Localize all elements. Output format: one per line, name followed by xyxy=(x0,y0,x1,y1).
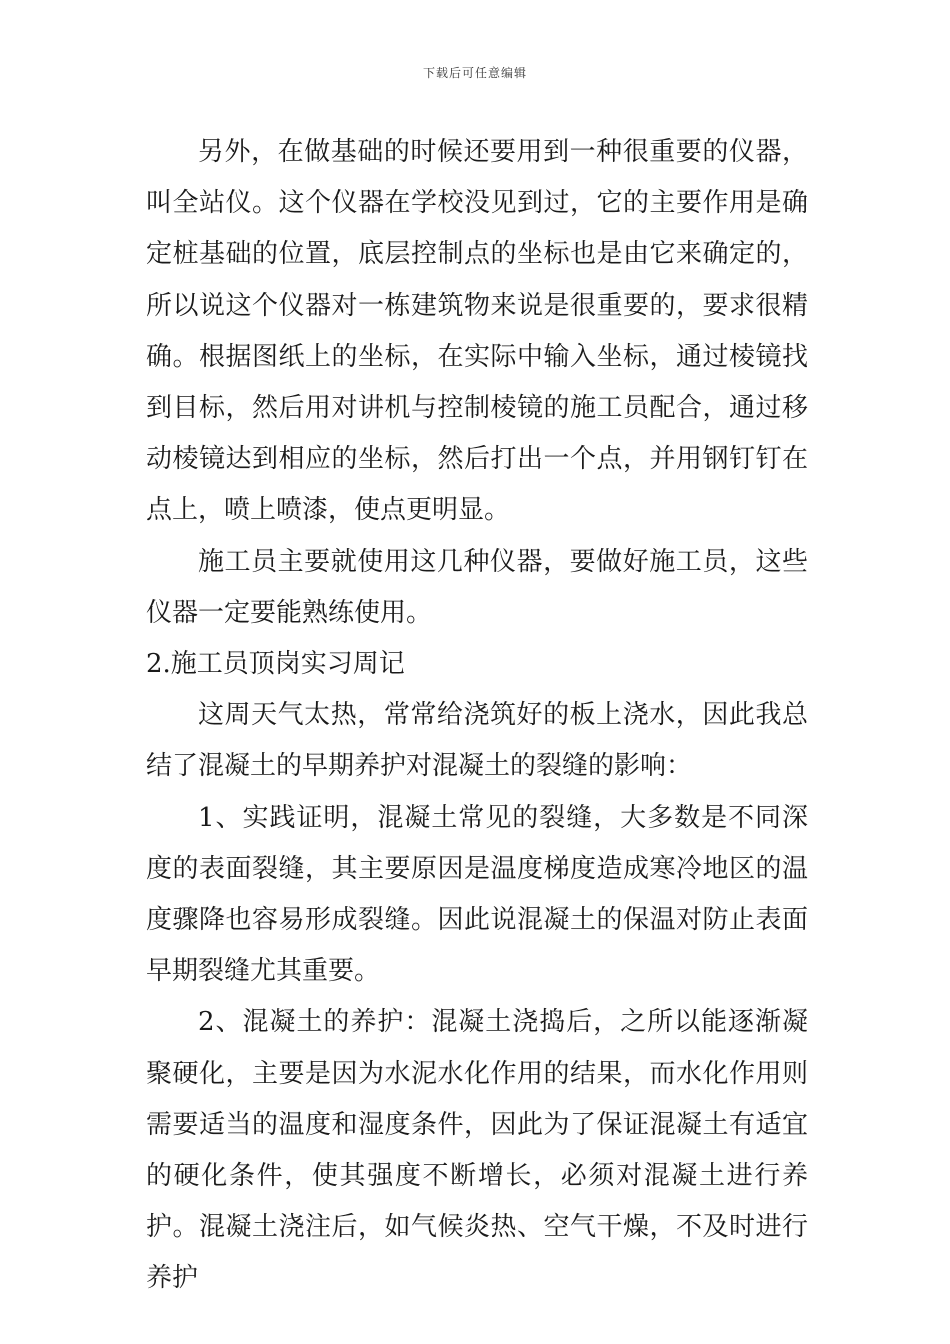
section-heading: 2.施工员顶岗实习周记 xyxy=(146,649,405,680)
paragraph-point-1: 1、实践证明，混凝土常见的裂缝，大多数是不同深度的表面裂缝，其主要原因是温度梯度造成寒冷地区的温度骤降也容易形成裂缝。因此说混凝土的保温对防止表面早期裂缝尤其重要。 xyxy=(146,802,808,987)
paragraph-weekly-intro: 这周天气太热，常常给浇筑好的板上浇水，因此我总结了混凝土的早期养护对混凝土的裂缝的影响： xyxy=(146,700,808,782)
header-note: 下载后可任意编辑 xyxy=(422,66,527,80)
document-body xyxy=(146,127,808,1305)
paragraph-instruments-summary: 施工员主要就使用这几种仪器，要做好施工员，这些仪器一定要能熟练使用。 xyxy=(146,546,808,628)
paragraph-point-2: 2、混凝土的养护：混凝土浇捣后，之所以能逐渐凝聚硬化，主要是因为水泥水化作用的结果，而水化作用则需要适当的温度和湿度条件，因此为了保证混凝土有适宜的硬化条件，使其强度不断增长，必须对混凝土进行养护。混凝土浇注后，如气候炎热、空气干燥，不及时进行养护 xyxy=(146,1007,808,1294)
paragraph-total-station: 另外，在做基础的时候还要用到一种很重要的仪器，叫全站仪。这个仪器在学校没见到过，它的主要作用是确定桩基础的位置，底层控制点的坐标也是由它来确定的，所以说这个仪器对一栋建筑物来说是很重要的，要求很精确。根据图纸上的坐标，在实际中输入坐标，通过棱镜找到目标，然后用对讲机与控制棱镜的施工员配合，通过移动棱镜达到相应的坐标，然后打出一个点，并用钢钉钉在点上，喷上喷漆，使点更明显。 xyxy=(146,137,808,526)
